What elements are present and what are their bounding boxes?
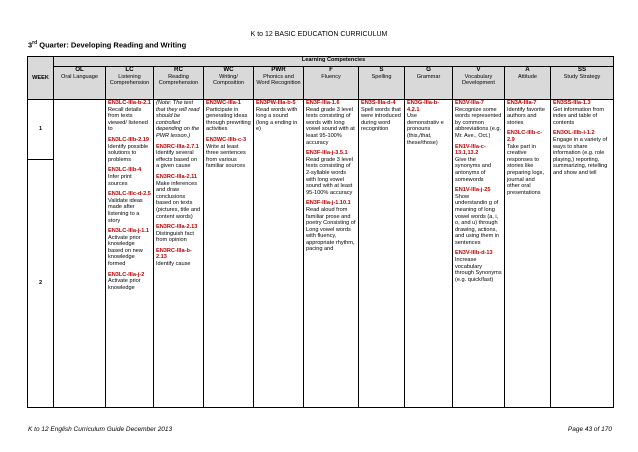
competency-text: Participate in generating ideas through prewriting activities [206, 106, 251, 133]
footer-guide-title: K to 12 English Curriculum Guide December 2013 [28, 426, 173, 433]
competency-text: Recognize some words represented by common abbreviations (e.g. Mr. Ave., Oct.) [455, 106, 502, 139]
competency-code: EN3F-IIIa-j-1.10.1 [306, 200, 351, 207]
column-header-row [28, 67, 614, 100]
competency-text: Validate ideas made after listening to a story [108, 197, 143, 224]
table-row-week-1 [28, 100, 614, 160]
column-name: Vocabulary Development [462, 73, 495, 87]
rc-note: (Note: The text that they will read should be controlled depending on the PWR lesson.) [156, 100, 200, 139]
column-name: Fluency [321, 73, 341, 80]
column-name: Grammar [416, 73, 441, 80]
competency-code: EN3WC-IIIb-c-3 [206, 136, 247, 143]
column-header-ol [54, 67, 106, 100]
competency-text: Take part in creative responses to stories like preparing logs, journal and other oral presentations [507, 143, 545, 196]
column-abbr: RC [174, 66, 183, 73]
column-header-lc [106, 67, 154, 100]
column-header-s [359, 67, 405, 100]
competency-code: EN3LC-IIIa-b-2.1 [108, 100, 151, 106]
week-number: 2 [28, 160, 54, 408]
cell-g [405, 100, 453, 408]
column-header-rc [154, 67, 204, 100]
column-header-pwr [254, 67, 304, 100]
column-header-g [405, 67, 453, 100]
column-abbr: LC [125, 66, 134, 73]
cell-f [304, 100, 359, 408]
cell-s [359, 100, 405, 408]
competency-code: EN3RC-IIIa-b-2.13 [156, 247, 192, 261]
column-header-ss [551, 67, 614, 100]
competency-text: Spell words that were introduced during word recognition [361, 106, 401, 133]
competency-text: Identify possible solutions to problems [108, 143, 149, 163]
competency-code: EN3V-IIIa-7 [455, 100, 484, 106]
column-name: Attitude [518, 73, 537, 80]
column-abbr: A [525, 66, 530, 73]
competency-code: EN3F-IIIa-j-3.5.1 [306, 150, 348, 157]
cell-rc [154, 100, 204, 408]
cell-lc [106, 100, 154, 408]
competency-code: EN3RC-IIIa-2.13 [156, 224, 198, 231]
learning-competencies-header: Learning Competencies [54, 57, 614, 67]
competency-text: Infer print sources [108, 173, 132, 187]
competency-text: Get information from index and table of contents [553, 106, 604, 126]
competency-text: Show understandin g of meaning of long vowel words (a, i, o, and u) through drawing, actions, and using them in sentences [455, 193, 500, 246]
column-abbr: V [476, 66, 481, 73]
column-header-f [304, 67, 359, 100]
cell-ss [551, 100, 614, 408]
competency-code: EN3G-IIIa-b-4.2.1 [407, 100, 440, 113]
column-abbr: OL [75, 66, 84, 73]
header-row-top [28, 57, 614, 67]
competency-text: Recall details from texts viewed/ listened to [108, 106, 148, 133]
quarter-heading: 3rd Quarter: Developing Reading and Writing [28, 40, 187, 50]
cell-wc [204, 100, 254, 408]
column-name: Writing/ Composition [212, 73, 245, 87]
competency-text: Give the synonyms and antonyms of somewords [455, 156, 492, 183]
cell-a [505, 100, 551, 408]
competency-code: EN3LC-IIIb-c-2.9 [507, 130, 543, 143]
column-name: Study Strategy [563, 73, 601, 80]
week-header: WEEK [28, 57, 54, 100]
column-abbr: PWR [271, 66, 286, 73]
column-abbr: SS [577, 66, 587, 73]
cell-ol [54, 100, 106, 408]
competency-code: EN3PW-IIIa-b-5 [256, 100, 296, 106]
column-name: Oral Language [60, 73, 98, 80]
competency-code: EN3LC-IIIb-4 [108, 167, 142, 174]
column-abbr: F [329, 66, 333, 73]
competency-text: Read words with long a sound (long a ending in e) [256, 106, 298, 133]
column-name: Spelling [371, 73, 392, 80]
column-name: Reading Comprehension [158, 73, 199, 87]
competency-text: Make inferences and draw conclusions based on texts (pictures, title and content words) [156, 180, 201, 220]
competency-code: EN1V-IIIa-c-13.1,13.2 [455, 143, 486, 157]
competency-text: Activate prior knowledge [108, 278, 141, 291]
competency-text: Identify favorite authors and stories [507, 106, 545, 126]
competency-text: Read grade 3 level texts consisting of 2-syllable words with long vowel sound with at least 95-100% accuracy [306, 156, 353, 196]
competency-text: Activate prior knowledge based on new knowledge formed [108, 234, 143, 268]
competency-text: Distinguish fact from opinion [156, 230, 194, 244]
competency-code: EN3SS-IIIa-1.3 [553, 100, 591, 106]
document-title: K to 12 BASIC EDUCATION CURRICULUM [250, 31, 388, 38]
column-abbr: G [426, 66, 431, 73]
competency-code: EN3V-IIIb-d-13 [455, 250, 493, 257]
cell-v [453, 100, 505, 408]
competency-code: EN3S-IIIa-d-4 [361, 100, 396, 106]
week-number: 1 [28, 100, 54, 160]
competency-code: EN3LC-IIIb-2.19 [108, 136, 150, 143]
competency-code: EN3RC-IIIa-2.7.1 [156, 143, 199, 150]
competency-text: Write at least three sentences from various familiar sources [206, 143, 246, 170]
competency-code: EN3RC-IIIa-2.11 [156, 173, 198, 180]
competency-text: Read grade 3 level texts consisting of words with long vowel sound with at least 95-100% accuracy [306, 106, 355, 146]
column-name: Listening Comprehension [109, 73, 150, 87]
competency-code: EN1V-IIIa-j-25 [455, 187, 491, 194]
competency-text: Identify cause [156, 261, 191, 268]
cell-pwr [254, 100, 304, 408]
footer-page-number: Page 43 of 170 [567, 426, 612, 433]
competency-text: Read aloud from familiar prose and poetry Consisting of Long vowel words with fluency, appropriate rhythm, pacing and [306, 206, 356, 253]
curriculum-table [27, 56, 614, 408]
competency-code: EN3F-IIIa-1.6 [306, 100, 340, 106]
column-header-a [505, 67, 551, 100]
competency-code: EN3A-IIIa-7 [507, 100, 537, 106]
competency-text: Identify several effects based on a given cause [156, 150, 197, 170]
competency-code: EN3LC-IIIc-d-2.5 [108, 191, 151, 198]
column-abbr: WC [223, 66, 234, 73]
competency-text: Increase vocabulary through Synonyms (e.g. quick/fast) [455, 257, 502, 283]
column-header-v [453, 67, 505, 100]
competency-code: EN3WC-IIIa-1 [206, 100, 241, 106]
competency-code: EN3LC-IIIa-j-2 [108, 271, 145, 278]
column-abbr: S [379, 66, 384, 73]
column-header-wc [204, 67, 254, 100]
competency-code: EN3LC-IIIa-j-1.1 [108, 228, 150, 235]
competency-code: EN3OL-IIIb-i-1.2 [553, 130, 595, 137]
competency-text: Engage in a variety of ways to share information (e.g. role playing,) reporting, summarizing, retelling and show and tell [553, 136, 608, 176]
competency-text: Use demonstrativ e pronouns (this,/that, these/those) [407, 113, 444, 146]
column-name: Phonics and Word Recognition [256, 73, 301, 87]
